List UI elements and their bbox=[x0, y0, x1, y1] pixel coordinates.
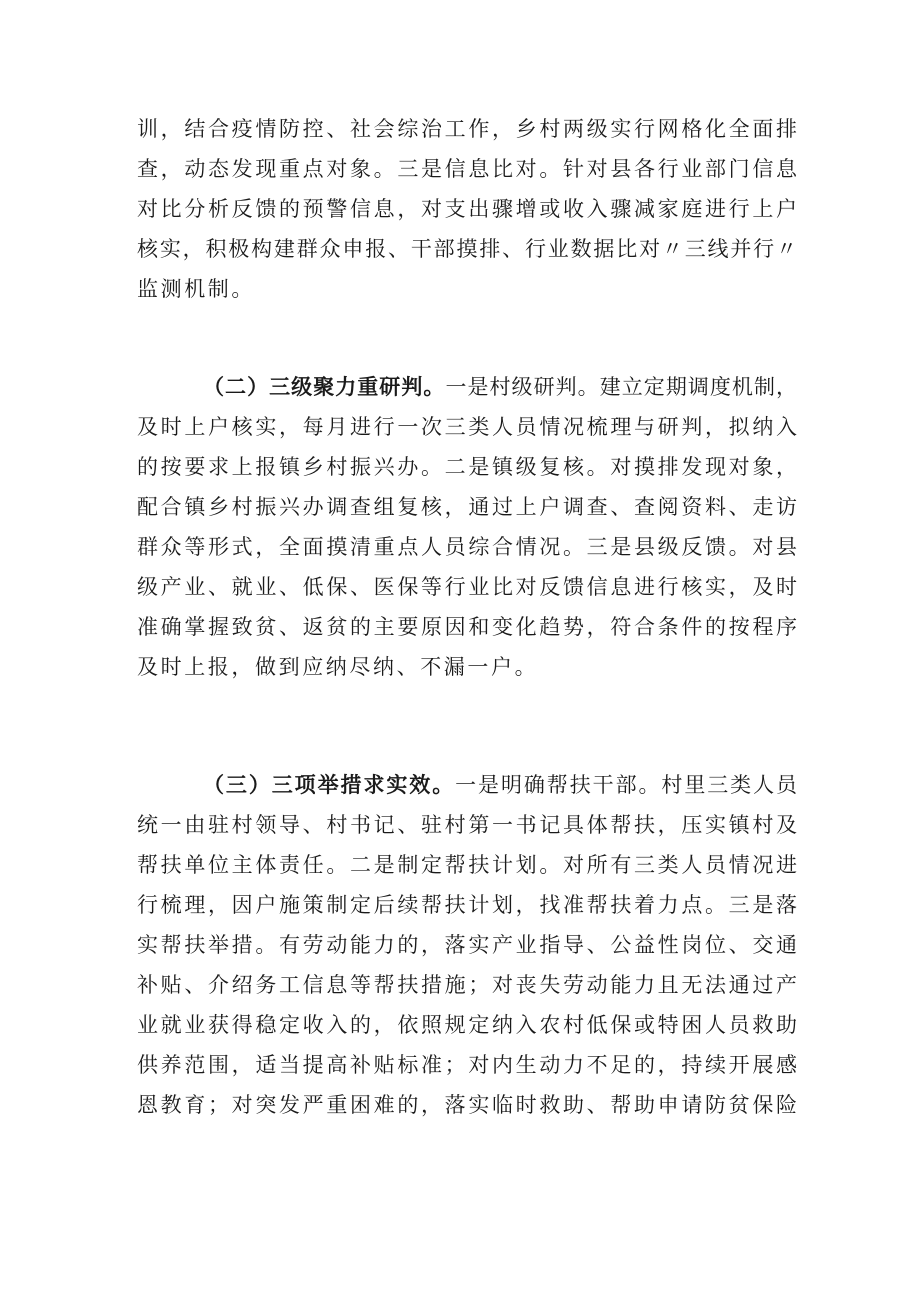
text-line: 准确掌握致贫、返贫的主要原因和变化趋势，符合条件的按程序 bbox=[137, 615, 797, 639]
text-line: 群众等形式，全面摸清重点人员综合情况。三是县级反馈。对县 bbox=[137, 535, 797, 559]
text-line: 供养范围，适当提高补贴标准；对内生动力不足的，持续开展感 bbox=[137, 1053, 797, 1077]
paragraph-1 bbox=[137, 109, 797, 309]
text-line: 实帮扶举措。有劳动能力的，落实产业指导、公益性岗位、交通 bbox=[137, 933, 797, 957]
text-line: 帮扶单位主体责任。二是制定帮扶计划。对所有三类人员情况进 bbox=[137, 853, 797, 877]
text-line: 级产业、就业、低保、医保等行业比对反馈信息进行核实，及时 bbox=[137, 575, 797, 599]
section-heading: （三）三项举措求实效。 bbox=[203, 773, 456, 797]
text-line: 行梳理，因户施策制定后续帮扶计划，找准帮扶着力点。三是落 bbox=[137, 893, 797, 917]
text-line: 恩教育；对突发严重困难的，落实临时救助、帮助申请防贫保险 bbox=[137, 1093, 797, 1117]
text-line: 核实，积极构建群众申报、干部摸排、行业数据比对〃三线并行〃 bbox=[137, 237, 797, 261]
text-run: 一是村级研判。建立定期调度机制， bbox=[445, 375, 798, 399]
text-run: 一是明确帮扶干部。村里三类人员 bbox=[455, 773, 798, 797]
text-line: 对比分析反馈的预警信息，对支出骤增或收入骤减家庭进行上户 bbox=[137, 197, 797, 221]
text-line: 及时上户核实，每月进行一次三类人员情况梳理与研判，拟纳入 bbox=[137, 415, 797, 439]
text-line: 业就业获得稳定收入的，依照规定纳入农村低保或特困人员救助 bbox=[137, 1013, 797, 1037]
text-line: 及时上报，做到应纳尽纳、不漏一户。 bbox=[137, 655, 539, 679]
text-line: 补贴、介绍务工信息等帮扶措施；对丧失劳动能力且无法通过产 bbox=[137, 973, 797, 997]
text-line: 配合镇乡村振兴办调查组复核，通过上户调查、查阅资料、走访 bbox=[137, 495, 797, 519]
text-line: 查，动态发现重点对象。三是信息比对。针对县各行业部门信息 bbox=[137, 157, 797, 181]
text-line: 统一由驻村领导、村书记、驻村第一书记具体帮扶，压实镇村及 bbox=[137, 813, 797, 837]
text-line: 的按要求上报镇乡村振兴办。二是镇级复核。对摸排发现对象， bbox=[137, 455, 797, 479]
paragraph-2 bbox=[137, 367, 797, 687]
paragraph-3 bbox=[137, 765, 797, 1125]
section-heading: （二）三级聚力重研判。 bbox=[203, 375, 446, 399]
first-line bbox=[137, 367, 797, 407]
text-line: 监测机制。 bbox=[137, 277, 255, 301]
text-line: 训，结合疫情防控、社会综治工作，乡村两级实行网格化全面排 bbox=[137, 117, 797, 141]
first-line bbox=[137, 765, 797, 805]
